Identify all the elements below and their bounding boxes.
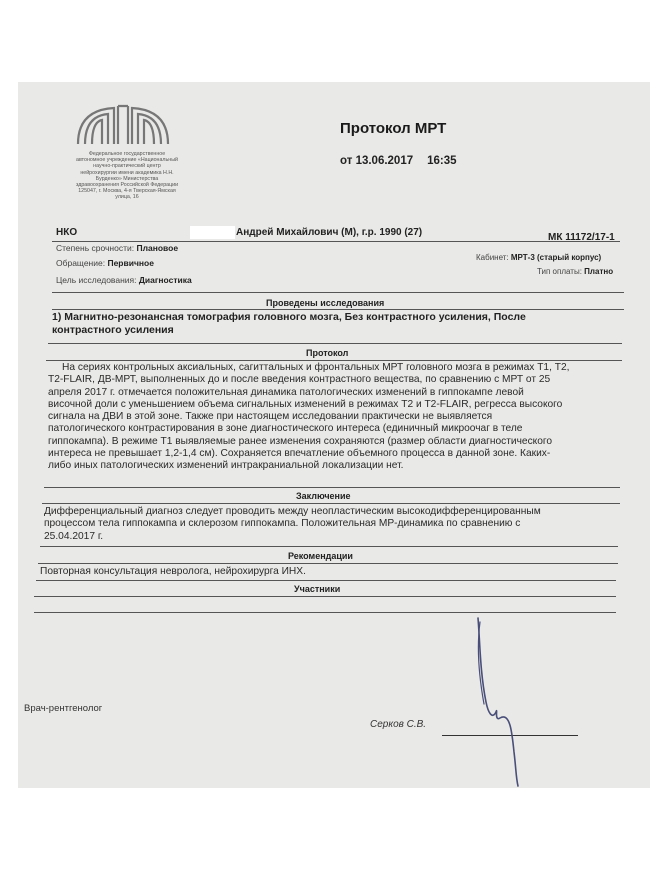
institution-line: научно-практический центр <box>93 163 161 170</box>
referral-value: Первичное <box>107 258 154 268</box>
divider <box>52 309 624 310</box>
section-participants-heading: Участники <box>294 584 341 594</box>
page-edge <box>650 90 670 790</box>
protocol-line: Т2-FLAIR, ДВ-МРТ, выполненных до и после введения контрастного вещества, по сравнению с МРТ от 25 <box>48 374 551 386</box>
signer-name: Серков С.В. <box>370 719 427 730</box>
divider <box>52 292 624 293</box>
payment-label: Тип оплаты: <box>537 267 582 276</box>
protocol-line: интереса не превышает 1,2-1,4 см). Сохраняется впечатление объемного процесса в данной зоне. Каких- <box>48 448 551 460</box>
cabinet-label: Кабинет: <box>476 253 509 262</box>
protocol-text <box>48 362 648 473</box>
referral-row <box>56 258 154 268</box>
protocol-line: сигнала на ДВИ в этой зоне. Также при настоящем исследовании практически не выявляется <box>48 411 493 423</box>
redaction-box <box>190 226 235 239</box>
divider <box>36 580 616 581</box>
date-value: от 13.06.2017 <box>340 155 414 167</box>
urgency-value: Плановое <box>136 243 179 253</box>
goal-row <box>56 275 192 285</box>
time-value: 16:35 <box>427 155 457 167</box>
divider <box>46 360 622 361</box>
conclusion-text <box>44 506 644 543</box>
urgency-row <box>56 243 178 253</box>
protocol-line: патологического контрастирования в зоне диагностического интереса (единичный микроочаг в теле <box>48 423 523 435</box>
conclusion-line: Дифференциальный диагноз следует проводить между неопластическим высокодифференцированным <box>44 506 541 517</box>
cabinet-value: МРТ-3 (старый корпус) <box>510 253 602 262</box>
referral-label: Обращение: <box>56 258 106 268</box>
institution-line: улица, 16 <box>115 194 139 201</box>
divider <box>38 563 618 564</box>
divider <box>48 343 622 344</box>
institution-line: 125047, г. Москва, 4-я Тверская-Ямская <box>78 188 176 195</box>
procedure-list <box>52 311 652 337</box>
goal-label: Цель исследования: <box>56 275 137 285</box>
protocol-line: апреля 2017 г. отмечается положительная динамика патологических изменений в гиппокампе левой <box>48 386 524 398</box>
section-performed-heading: Проведены исследования <box>266 298 385 308</box>
procedure-line: контрастного усиления <box>52 324 174 336</box>
document-title: Протокол МРТ <box>340 120 447 137</box>
procedure-line: 1) Магнитно-резонансная томография головного мозга, Без контрастного усиления, После <box>52 311 526 323</box>
signer-role: Врач-рентгенолог <box>24 703 103 714</box>
section-conclusion-heading: Заключение <box>296 491 351 501</box>
institution-line: Бурденко» Министерства <box>95 175 159 182</box>
protocol-line: На сериях контрольных аксиальных, сагиттальных и фронтальных МРТ головного мозга в режимах Т1, Т2, <box>62 362 570 373</box>
patient-code: НКО <box>56 227 78 238</box>
institution-line: нейрохирургии имени академика Н.Н. <box>80 169 174 176</box>
divider <box>42 503 620 504</box>
divider <box>52 241 620 242</box>
institution-line: здравоохранения Российской Федерации <box>75 182 179 189</box>
payment-value: Платно <box>584 267 614 276</box>
protocol-line: гиппокампа). В режиме Т1 выявляемые ранее изменения сохраняются (размер области диагностического <box>48 435 553 447</box>
cabinet-row <box>476 253 601 262</box>
divider <box>44 487 620 488</box>
protocol-line: височной доли с уменьшением объема сигнальных изменений в режимах Т2 и Т2-FLAIR, регресса высокого <box>48 398 563 410</box>
institution-address <box>52 151 202 201</box>
institution-line: Федеральное государственное <box>88 151 166 157</box>
protocol-line: либо иных патологических изменений интракраниальной локализации нет. <box>48 460 404 472</box>
conclusion-line: процессом тела гиппокампа и склерозом гиппокампа. Положительная МР-динамика по сравнению с <box>44 518 521 530</box>
conclusion-line: 25.04.2017 г. <box>44 530 104 542</box>
goal-value: Диагностика <box>138 275 192 285</box>
institution-logo-icon <box>68 100 178 148</box>
institution-line: автономное учреждение «Национальный <box>76 157 178 164</box>
urgency-label: Степень срочности: <box>56 243 135 253</box>
section-protocol-heading: Протокол <box>306 348 349 358</box>
handwritten-signature-icon <box>470 612 530 788</box>
patient-name: Андрей Михайлович (М), г.р. 1990 (27) <box>236 227 423 238</box>
document-date <box>340 155 457 167</box>
medical-card-number: МК 11172/17-1 <box>548 232 615 243</box>
divider <box>40 546 618 547</box>
divider <box>34 596 616 597</box>
section-recommendations-heading: Рекомендации <box>288 551 353 561</box>
payment-row <box>537 267 613 276</box>
recommendations-text: Повторная консультация невролога, нейрохирурга ИНХ. <box>40 566 306 577</box>
